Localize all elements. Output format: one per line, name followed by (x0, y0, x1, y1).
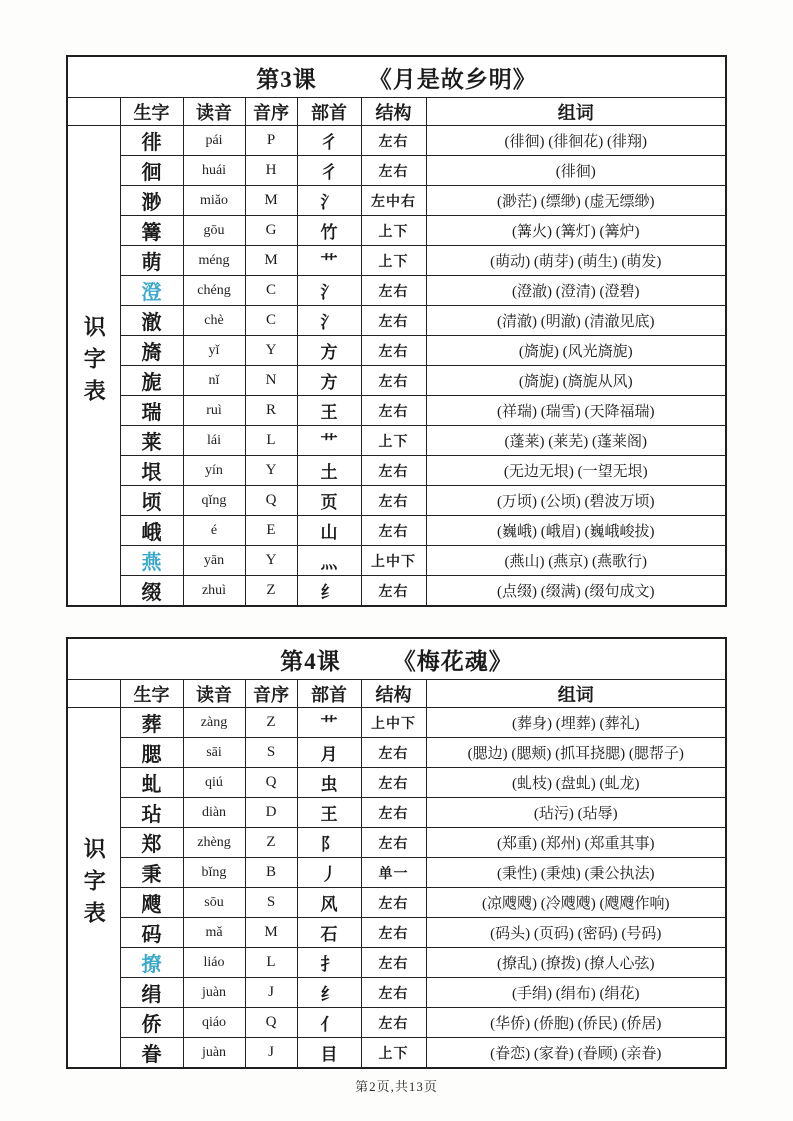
char-cell: 莱 (120, 426, 183, 456)
pinyin-cell: qǐng (183, 486, 245, 516)
lesson-book-title: 《月是故乡明》 (368, 66, 537, 92)
structure-cell: 左右 (361, 828, 426, 858)
char-cell: 篝 (120, 216, 183, 246)
alphabet-order-cell: Q (245, 486, 297, 516)
vocab-row (67, 1038, 726, 1069)
pinyin-cell: yǐ (183, 336, 245, 366)
vocab-row (67, 216, 726, 246)
pinyin-cell: bǐng (183, 858, 245, 888)
table-header-row (67, 680, 726, 708)
radical-cell: 丿 (297, 858, 361, 888)
char-cell: 旖 (120, 336, 183, 366)
radical-cell: 王 (297, 798, 361, 828)
vocab-row (67, 546, 726, 576)
column-header: 音序 (245, 98, 297, 126)
vocab-row (67, 156, 726, 186)
alphabet-order-cell: C (245, 276, 297, 306)
alphabet-order-cell: Y (245, 546, 297, 576)
word-groups-cell: (澄澈) (澄清) (澄碧) (426, 276, 726, 306)
structure-cell: 上下 (361, 426, 426, 456)
structure-cell: 左右 (361, 888, 426, 918)
pinyin-cell: lái (183, 426, 245, 456)
vocab-row (67, 858, 726, 888)
char-cell: 萌 (120, 246, 183, 276)
structure-cell: 左右 (361, 366, 426, 396)
vocab-row (67, 516, 726, 546)
word-groups-cell: (点缀) (缀满) (缀句成文) (426, 576, 726, 607)
vocab-row (67, 306, 726, 336)
pinyin-cell: qiú (183, 768, 245, 798)
char-cell: 腮 (120, 738, 183, 768)
word-groups-cell: (蓬莱) (莱芜) (蓬莱阁) (426, 426, 726, 456)
structure-cell: 单一 (361, 858, 426, 888)
table-title (67, 638, 726, 680)
char-cell: 徘 (120, 126, 183, 156)
word-groups-cell: (秉性) (秉烛) (秉公执法) (426, 858, 726, 888)
vocab-row (67, 396, 726, 426)
table-title-row (67, 638, 726, 680)
word-groups-cell: (徘徊) (徘徊花) (徘翔) (426, 126, 726, 156)
alphabet-order-cell: Z (245, 828, 297, 858)
alphabet-order-cell: Z (245, 708, 297, 738)
vocab-row (67, 456, 726, 486)
structure-cell: 上下 (361, 1038, 426, 1069)
radical-cell: 土 (297, 456, 361, 486)
char-cell: 瑞 (120, 396, 183, 426)
side-blank-cell (67, 98, 120, 126)
structure-cell: 上下 (361, 246, 426, 276)
radical-cell: 艹 (297, 246, 361, 276)
alphabet-order-cell: D (245, 798, 297, 828)
side-label-cell (67, 126, 120, 607)
alphabet-order-cell: Y (245, 336, 297, 366)
radical-cell: 艹 (297, 426, 361, 456)
vocab-table (66, 55, 727, 607)
pinyin-cell: é (183, 516, 245, 546)
radical-cell: 页 (297, 486, 361, 516)
pinyin-cell: ruì (183, 396, 245, 426)
char-cell: 葬 (120, 708, 183, 738)
radical-cell: 目 (297, 1038, 361, 1069)
vocab-row (67, 948, 726, 978)
word-groups-cell: (葬身) (埋葬) (葬礼) (426, 708, 726, 738)
alphabet-order-cell: Y (245, 456, 297, 486)
structure-cell: 左右 (361, 978, 426, 1008)
vocab-tables-container (66, 55, 727, 1069)
radical-cell: 氵 (297, 306, 361, 336)
word-groups-cell: (巍峨) (峨眉) (巍峨峻拔) (426, 516, 726, 546)
pinyin-cell: juàn (183, 978, 245, 1008)
pinyin-cell: gōu (183, 216, 245, 246)
column-header: 组词 (426, 680, 726, 708)
structure-cell: 左右 (361, 738, 426, 768)
word-groups-cell: (玷污) (玷辱) (426, 798, 726, 828)
vocab-row (67, 126, 726, 156)
pinyin-cell: mǎ (183, 918, 245, 948)
char-cell: 撩 (120, 948, 183, 978)
word-groups-cell: (渺茫) (缥缈) (虚无缥缈) (426, 186, 726, 216)
radical-cell: 石 (297, 918, 361, 948)
structure-cell: 上下 (361, 216, 426, 246)
pinyin-cell: chè (183, 306, 245, 336)
word-groups-cell: (燕山) (燕京) (燕歌行) (426, 546, 726, 576)
pinyin-cell: qiáo (183, 1008, 245, 1038)
vocab-row (67, 426, 726, 456)
alphabet-order-cell: G (245, 216, 297, 246)
pinyin-cell: méng (183, 246, 245, 276)
column-header: 结构 (361, 98, 426, 126)
char-cell: 缀 (120, 576, 183, 607)
pinyin-cell: sāi (183, 738, 245, 768)
radical-cell: 竹 (297, 216, 361, 246)
char-cell: 澈 (120, 306, 183, 336)
char-cell: 侨 (120, 1008, 183, 1038)
lesson-number: 第3课 (256, 66, 317, 92)
alphabet-order-cell: S (245, 888, 297, 918)
table-title-row (67, 56, 726, 98)
word-groups-cell: (萌动) (萌芽) (萌生) (萌发) (426, 246, 726, 276)
word-groups-cell: (无边无垠) (一望无垠) (426, 456, 726, 486)
pinyin-cell: zàng (183, 708, 245, 738)
vocab-row (67, 918, 726, 948)
vocab-row (67, 888, 726, 918)
alphabet-order-cell: M (245, 186, 297, 216)
pinyin-cell: zhèng (183, 828, 245, 858)
structure-cell: 左右 (361, 306, 426, 336)
column-header: 部首 (297, 680, 361, 708)
table-title (67, 56, 726, 98)
radical-cell: 方 (297, 366, 361, 396)
alphabet-order-cell: S (245, 738, 297, 768)
structure-cell: 左右 (361, 576, 426, 607)
structure-cell: 左右 (361, 798, 426, 828)
radical-cell: 虫 (297, 768, 361, 798)
vocab-row (67, 576, 726, 607)
structure-cell: 左中右 (361, 186, 426, 216)
word-groups-cell: (徘徊) (426, 156, 726, 186)
structure-cell: 左右 (361, 768, 426, 798)
word-groups-cell: (旖旎) (旖旎从风) (426, 366, 726, 396)
structure-cell: 左右 (361, 948, 426, 978)
column-header: 读音 (183, 680, 245, 708)
structure-cell: 左右 (361, 918, 426, 948)
char-cell: 绢 (120, 978, 183, 1008)
char-cell: 垠 (120, 456, 183, 486)
radical-cell: 月 (297, 738, 361, 768)
radical-cell: 氵 (297, 186, 361, 216)
alphabet-order-cell: M (245, 246, 297, 276)
char-cell: 渺 (120, 186, 183, 216)
radical-cell: 氵 (297, 276, 361, 306)
pinyin-cell: sōu (183, 888, 245, 918)
vocab-row (67, 738, 726, 768)
radical-cell: 王 (297, 396, 361, 426)
structure-cell: 左右 (361, 156, 426, 186)
structure-cell: 左右 (361, 336, 426, 366)
character-table-label: 识字表 (81, 315, 107, 411)
pinyin-cell: pái (183, 126, 245, 156)
lesson-number: 第4课 (280, 648, 341, 674)
vocab-row (67, 768, 726, 798)
column-header: 读音 (183, 98, 245, 126)
pinyin-cell: chéng (183, 276, 245, 306)
word-groups-cell: (篝火) (篝灯) (篝炉) (426, 216, 726, 246)
word-groups-cell: (旖旎) (风光旖旎) (426, 336, 726, 366)
char-cell: 郑 (120, 828, 183, 858)
char-cell: 顷 (120, 486, 183, 516)
word-groups-cell: (万顷) (公顷) (碧波万顷) (426, 486, 726, 516)
alphabet-order-cell: L (245, 948, 297, 978)
char-cell: 飕 (120, 888, 183, 918)
vocab-row (67, 828, 726, 858)
pinyin-cell: zhuì (183, 576, 245, 607)
side-label-cell (67, 708, 120, 1069)
radical-cell: 灬 (297, 546, 361, 576)
pinyin-cell: huái (183, 156, 245, 186)
lesson-book-title: 《梅花魂》 (392, 648, 513, 674)
char-cell: 燕 (120, 546, 183, 576)
radical-cell: 亻 (297, 1008, 361, 1038)
vocab-row (67, 366, 726, 396)
structure-cell: 上中下 (361, 546, 426, 576)
alphabet-order-cell: H (245, 156, 297, 186)
vocab-row (67, 708, 726, 738)
alphabet-order-cell: J (245, 1038, 297, 1069)
alphabet-order-cell: M (245, 918, 297, 948)
word-groups-cell: (码头) (页码) (密码) (号码) (426, 918, 726, 948)
word-groups-cell: (手绢) (绢布) (绢花) (426, 978, 726, 1008)
radical-cell: 山 (297, 516, 361, 546)
pinyin-cell: juàn (183, 1038, 245, 1069)
radical-cell: 风 (297, 888, 361, 918)
structure-cell: 左右 (361, 276, 426, 306)
vocab-row (67, 798, 726, 828)
vocab-row (67, 978, 726, 1008)
radical-cell: 纟 (297, 576, 361, 607)
radical-cell: 艹 (297, 708, 361, 738)
word-groups-cell: (清澈) (明澈) (清澈见底) (426, 306, 726, 336)
alphabet-order-cell: N (245, 366, 297, 396)
word-groups-cell: (眷恋) (家眷) (眷顾) (亲眷) (426, 1038, 726, 1069)
structure-cell: 左右 (361, 486, 426, 516)
vocab-row (67, 246, 726, 276)
pinyin-cell: yín (183, 456, 245, 486)
vocab-table (66, 637, 727, 1069)
vocab-row (67, 186, 726, 216)
vocab-row (67, 486, 726, 516)
pinyin-cell: yān (183, 546, 245, 576)
char-cell: 虬 (120, 768, 183, 798)
structure-cell: 左右 (361, 1008, 426, 1038)
pinyin-cell: liáo (183, 948, 245, 978)
alphabet-order-cell: C (245, 306, 297, 336)
column-header: 音序 (245, 680, 297, 708)
word-groups-cell: (郑重) (郑州) (郑重其事) (426, 828, 726, 858)
char-cell: 澄 (120, 276, 183, 306)
alphabet-order-cell: P (245, 126, 297, 156)
radical-cell: 扌 (297, 948, 361, 978)
table-header-row (67, 98, 726, 126)
alphabet-order-cell: Q (245, 1008, 297, 1038)
word-groups-cell: (撩乱) (撩拨) (撩人心弦) (426, 948, 726, 978)
column-header: 部首 (297, 98, 361, 126)
page-number-footer: 第2页,共13页 (355, 1079, 438, 1094)
char-cell: 徊 (120, 156, 183, 186)
side-blank-cell (67, 680, 120, 708)
structure-cell: 上中下 (361, 708, 426, 738)
word-groups-cell: (凉飕飕) (冷飕飕) (飕飕作响) (426, 888, 726, 918)
alphabet-order-cell: E (245, 516, 297, 546)
structure-cell: 左右 (361, 126, 426, 156)
vocab-row (67, 1008, 726, 1038)
radical-cell: 方 (297, 336, 361, 366)
char-cell: 眷 (120, 1038, 183, 1069)
char-cell: 秉 (120, 858, 183, 888)
char-cell: 旎 (120, 366, 183, 396)
word-groups-cell: (华侨) (侨胞) (侨民) (侨居) (426, 1008, 726, 1038)
pinyin-cell: diàn (183, 798, 245, 828)
radical-cell: 彳 (297, 156, 361, 186)
alphabet-order-cell: L (245, 426, 297, 456)
alphabet-order-cell: B (245, 858, 297, 888)
column-header: 生字 (120, 98, 183, 126)
structure-cell: 左右 (361, 516, 426, 546)
alphabet-order-cell: Q (245, 768, 297, 798)
column-header: 组词 (426, 98, 726, 126)
char-cell: 峨 (120, 516, 183, 546)
radical-cell: 纟 (297, 978, 361, 1008)
word-groups-cell: (腮边) (腮颊) (抓耳挠腮) (腮帮子) (426, 738, 726, 768)
word-groups-cell: (虬枝) (盘虬) (虬龙) (426, 768, 726, 798)
pinyin-cell: miǎo (183, 186, 245, 216)
column-header: 结构 (361, 680, 426, 708)
pinyin-cell: nǐ (183, 366, 245, 396)
char-cell: 玷 (120, 798, 183, 828)
alphabet-order-cell: R (245, 396, 297, 426)
character-table-label: 识字表 (81, 837, 107, 933)
structure-cell: 左右 (361, 396, 426, 426)
radical-cell: 阝 (297, 828, 361, 858)
alphabet-order-cell: Z (245, 576, 297, 607)
radical-cell: 彳 (297, 126, 361, 156)
vocab-row (67, 336, 726, 366)
alphabet-order-cell: J (245, 978, 297, 1008)
word-groups-cell: (祥瑞) (瑞雪) (天降福瑞) (426, 396, 726, 426)
char-cell: 码 (120, 918, 183, 948)
vocab-row (67, 276, 726, 306)
column-header: 生字 (120, 680, 183, 708)
structure-cell: 左右 (361, 456, 426, 486)
